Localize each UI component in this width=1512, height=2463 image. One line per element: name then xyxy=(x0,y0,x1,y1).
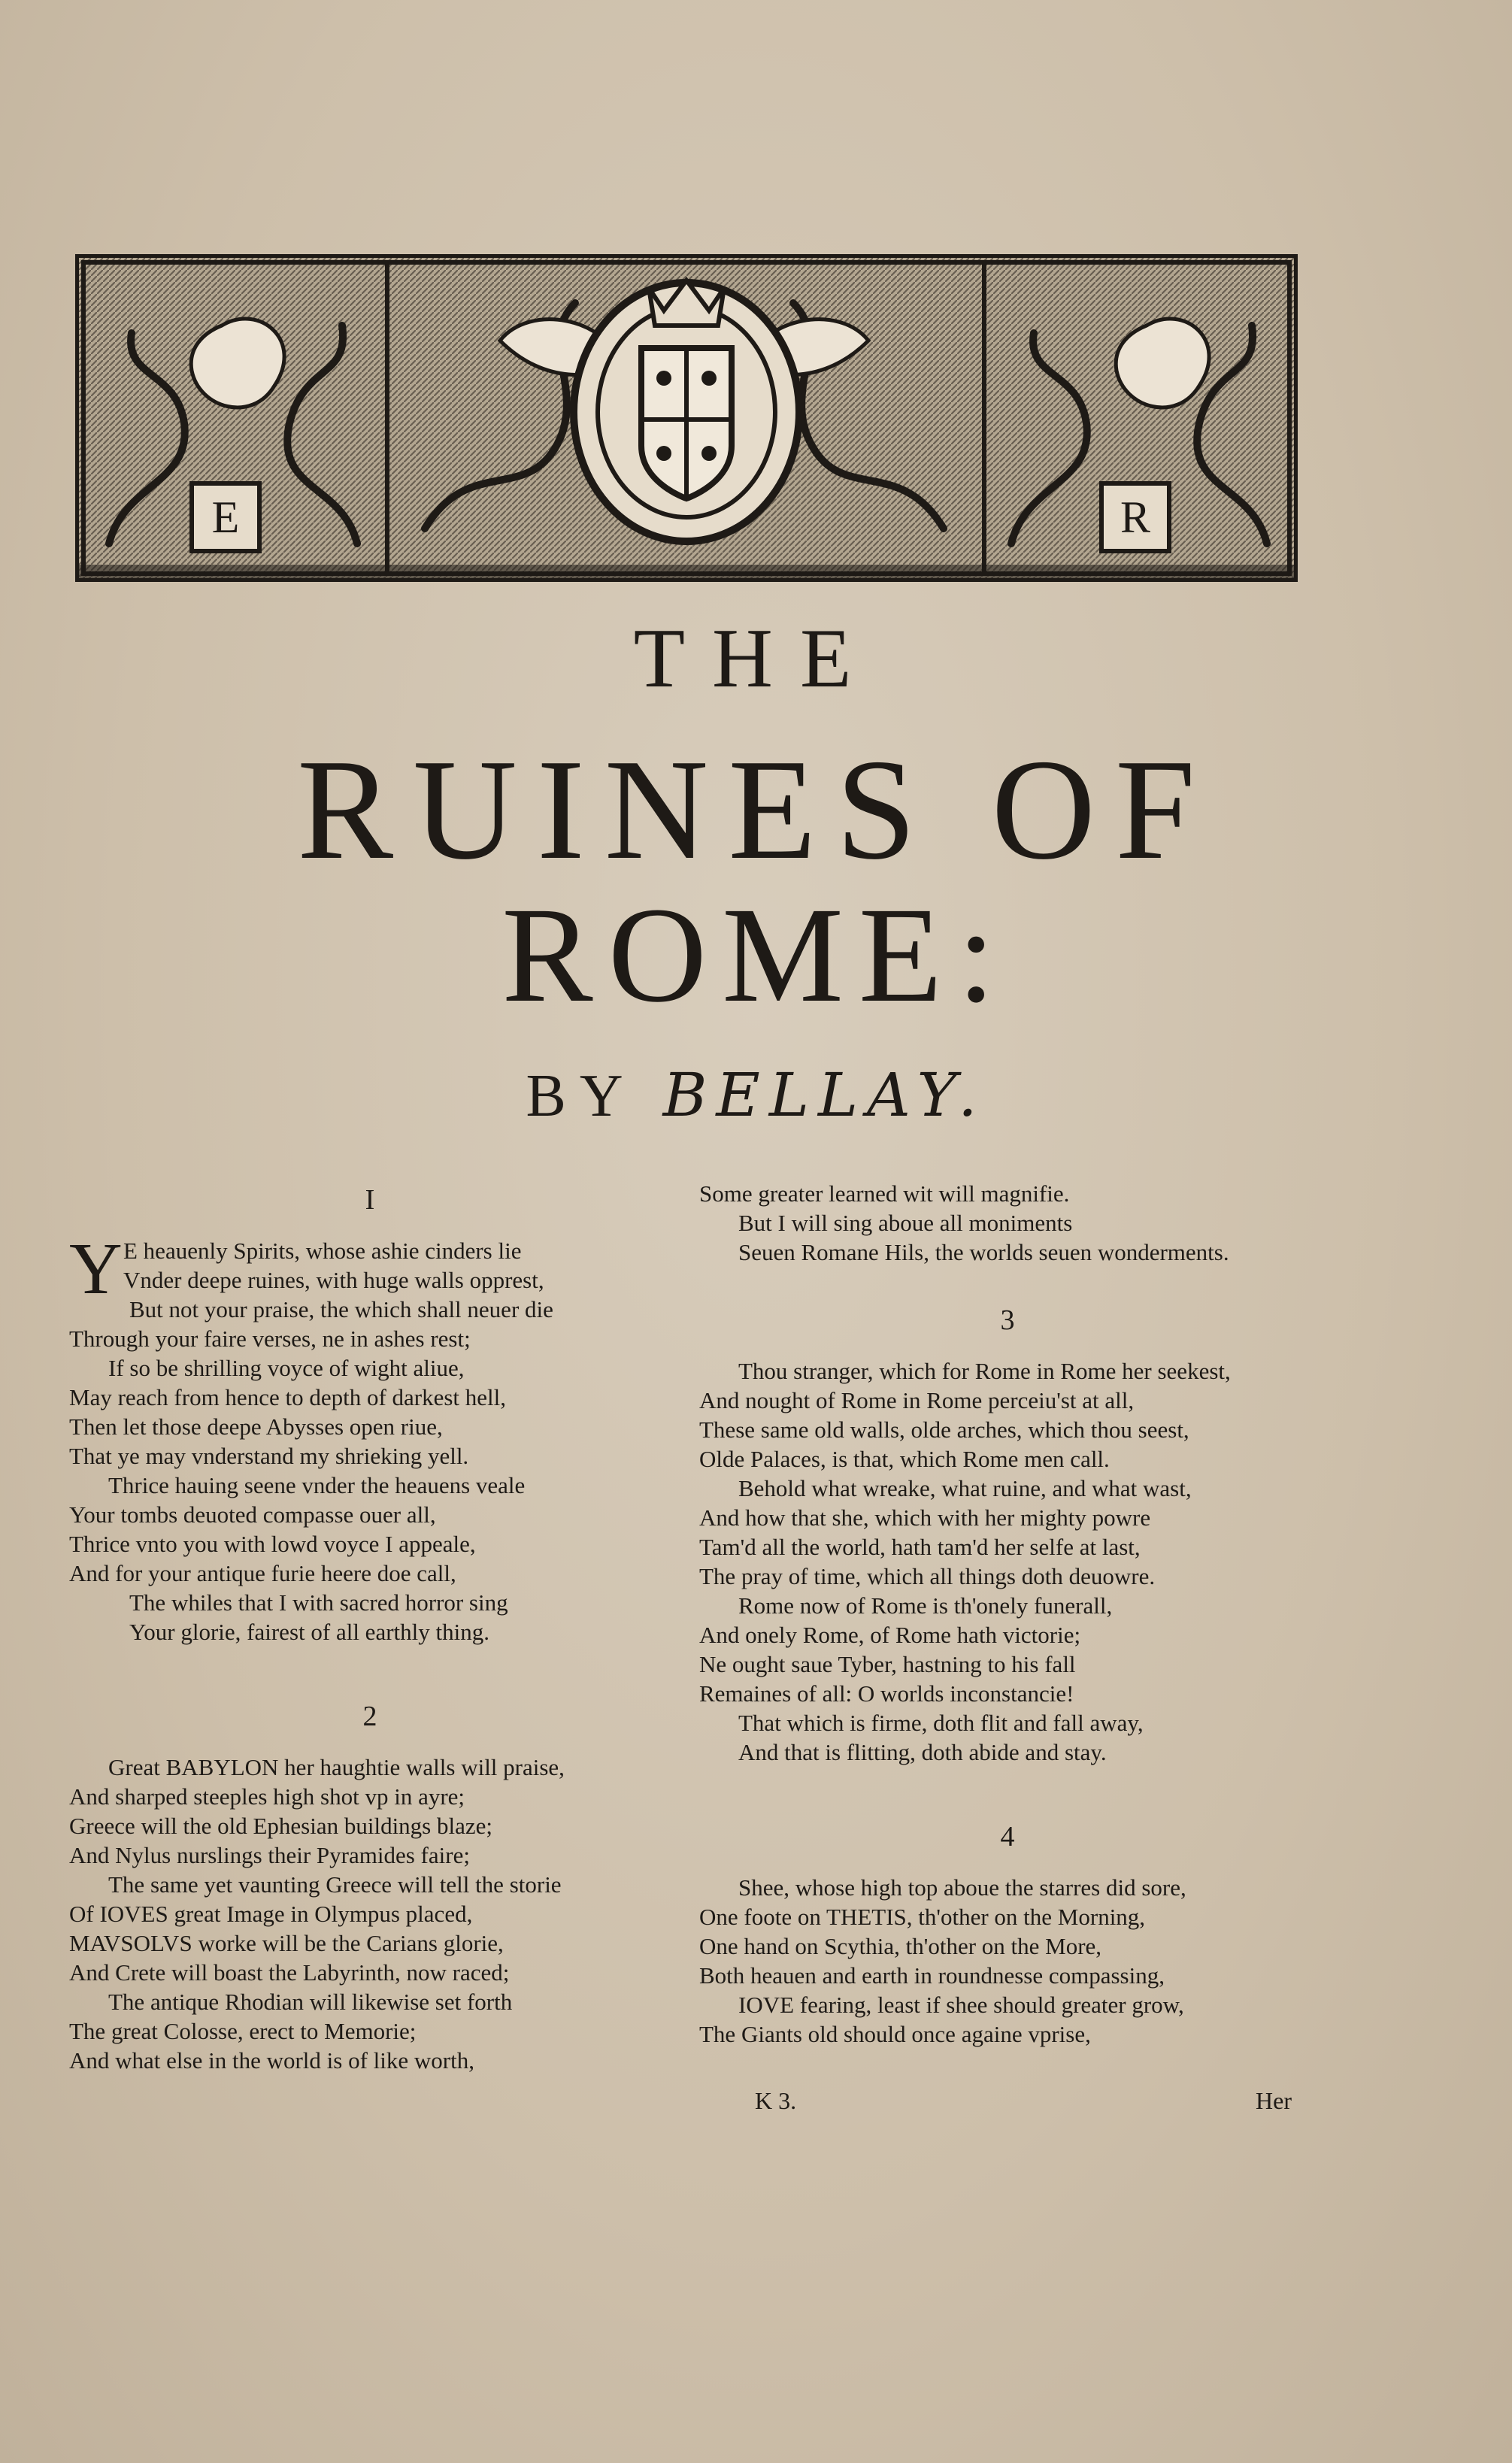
verse-line: But not your praise, the which shall neuer die xyxy=(129,1296,553,1322)
verse-line: Thrice hauing seene vnder the heauens veale xyxy=(108,1472,526,1498)
ornamental-headpiece xyxy=(75,254,1298,582)
verse-line: Thou stranger, which for Rome in Rome her seekest, xyxy=(738,1358,1231,1384)
verse-line: And what else in the world is of like worth, xyxy=(69,2047,474,2074)
sonnet-2-continued xyxy=(699,1179,1316,1267)
verse-line: Of IOVES great Image in Olympus placed, xyxy=(69,1901,473,1927)
verse-line: Your glorie, fairest of all earthly thing. xyxy=(129,1619,489,1645)
right-column xyxy=(699,1179,1316,2049)
verse-line: And how that she, which with her mighty powre xyxy=(699,1504,1151,1531)
verse-line: May reach from hence to depth of darkest hell, xyxy=(69,1384,507,1410)
verse-line: Behold what wreake, what ruine, and what wast, xyxy=(738,1475,1192,1501)
verse-line: One hand on Scythia, th'other on the More, xyxy=(699,1933,1102,1959)
catchword: Her xyxy=(1256,2087,1292,2114)
left-column xyxy=(69,1177,671,2075)
verse-line: If so be shrilling voyce of wight aliue, xyxy=(108,1355,465,1381)
headpiece-engraving xyxy=(79,258,1294,578)
verse-line: Seuen Romane Hils, the worlds seuen wonderments. xyxy=(738,1239,1229,1265)
verse-line: Shee, whose high top aboue the starres did sore, xyxy=(738,1874,1186,1901)
verse-line: E heauenly Spirits, whose ashie cinders lie xyxy=(123,1238,522,1264)
svg-text:E: E xyxy=(211,492,240,542)
verse-line: MAVSOLVS worke will be the Carians glorie, xyxy=(69,1930,504,1956)
verse-line: Ne ought saue Tyber, hastning to his fall xyxy=(699,1651,1076,1677)
verse-line: The great Colosse, erect to Memorie; xyxy=(69,2018,417,2044)
verse-line: That ye may vnderstand my shrieking yell. xyxy=(69,1443,469,1469)
verse-line: And for your antique furie heere doe call, xyxy=(69,1560,456,1586)
verse-line: The whiles that I with sacred horror sing xyxy=(129,1589,508,1616)
verse-line: Great BABYLON her haughtie walls will praise, xyxy=(108,1754,565,1780)
verse-line: And that is flitting, doth abide and stay. xyxy=(738,1739,1107,1765)
verse-line: Remaines of all: O worlds inconstancie! xyxy=(699,1680,1074,1707)
verse-line: Greece will the old Ephesian buildings blaze; xyxy=(69,1813,492,1839)
verse-line: One foote on THETIS, th'other on the Morning, xyxy=(699,1904,1146,1930)
verse-line: And nought of Rome in Rome perceiu'st at all, xyxy=(699,1387,1135,1413)
svg-text:R: R xyxy=(1120,492,1151,542)
sonnet-4 xyxy=(699,1873,1316,2049)
verse-line: Through your faire verses, ne in ashes rest; xyxy=(69,1325,471,1352)
verse-line: Thrice vnto you with lowd voyce I appeale, xyxy=(69,1531,476,1557)
verse-line: The same yet vaunting Greece will tell the storie xyxy=(108,1871,562,1898)
drop-cap: Y xyxy=(69,1228,123,1310)
verse-line: And Crete will boast the Labyrinth, now raced; xyxy=(69,1959,510,1986)
sonnet-number: I xyxy=(365,1184,375,1216)
verse-line: Then let those deepe Abysses open riue, xyxy=(69,1413,443,1440)
sonnet-1 xyxy=(69,1228,671,1647)
author-name: BELLAY. xyxy=(662,1060,986,1130)
verse-line: The antique Rhodian will likewise set forth xyxy=(108,1989,513,2015)
verse-line: And Nylus nurslings their Pyramides faire; xyxy=(69,1842,470,1868)
sonnet-number: 4 xyxy=(1000,1821,1015,1853)
sonnet-2 xyxy=(69,1753,671,2075)
verse-line: And onely Rome, of Rome hath victorie; xyxy=(699,1622,1081,1648)
signature-mark: K 3. xyxy=(755,2087,797,2114)
verse-line: Rome now of Rome is th'onely funerall, xyxy=(738,1592,1113,1619)
verse-line: The Giants old should once againe vprise, xyxy=(699,2021,1091,2047)
verse-line: Olde Palaces, is that, which Rome men call. xyxy=(699,1446,1110,1472)
sonnet-3 xyxy=(699,1356,1316,1767)
verse-line: And sharped steeples high shot vp in ayre; xyxy=(69,1783,465,1810)
sonnet-number: 3 xyxy=(1000,1304,1015,1336)
verse-line: Tam'd all the world, hath tam'd her selfe at last, xyxy=(699,1534,1141,1560)
verse-line: That which is firme, doth flit and fall away, xyxy=(738,1710,1144,1736)
verse-line: Some greater learned wit will magnifie. xyxy=(699,1180,1070,1207)
title-rome: ROME: xyxy=(501,880,1011,1031)
verse-line: IOVE fearing, least if shee should greater grow, xyxy=(738,1992,1184,2018)
verse-line: Your tombs deuoted compasse ouer all, xyxy=(69,1501,436,1528)
verse-line: Vnder deepe ruines, with huge walls opprest, xyxy=(123,1267,544,1293)
title-the: THE xyxy=(633,612,879,705)
verse-line: These same old walls, olde arches, which thou seest, xyxy=(699,1416,1189,1443)
verse-line: But I will sing aboue all moniments xyxy=(738,1210,1073,1236)
sonnet-number: 2 xyxy=(362,1701,377,1732)
verse-line: Both heauen and earth in roundnesse compassing, xyxy=(699,1962,1165,1989)
verse-line: The pray of time, which all things doth deuowre. xyxy=(699,1563,1156,1589)
title-ruines-of: RUINES OF xyxy=(297,729,1215,889)
author-line xyxy=(0,1060,1512,1131)
by-word: BY xyxy=(526,1063,635,1129)
